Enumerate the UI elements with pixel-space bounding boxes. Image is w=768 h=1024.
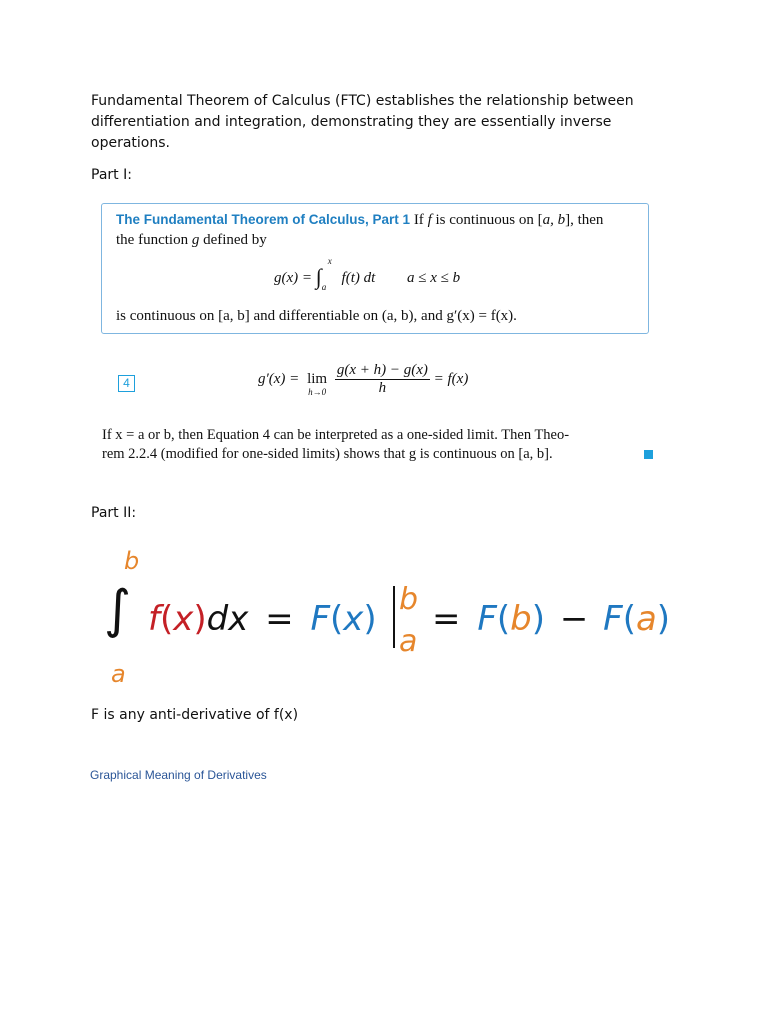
ftc-part-2-result (432, 599, 670, 639)
part-1-label: Part I: (91, 167, 132, 183)
theorem-text: the function (116, 232, 192, 248)
dx-symbol: dx (206, 599, 249, 639)
fraction-numerator: g(x + h) − g(x) (336, 362, 428, 378)
a-symbol: a (635, 599, 657, 639)
integral-lower-bound: a (111, 660, 126, 688)
theorem-condition: a ≤ x ≤ b (407, 270, 461, 286)
x-symbol: x (173, 599, 194, 639)
equation-4 (258, 362, 468, 397)
theorem-text: defined by (199, 232, 267, 248)
F-symbol: F (603, 599, 623, 639)
equals-sign: = (432, 599, 461, 639)
paren: ( (330, 599, 344, 639)
graphical-meaning-link[interactable]: Graphical Meaning of Derivatives (90, 768, 267, 782)
theorem-line-4: is continuous on [a, b] and differentiable on (a, b), and g′(x) = f(x). (116, 308, 517, 324)
limit (307, 371, 327, 397)
theorem-formula-lhs: g(x) = (274, 270, 316, 286)
theorem-text: If (413, 212, 428, 228)
theorem-text: is continuous on [ (431, 212, 543, 228)
end-of-proof-square (644, 450, 653, 459)
minus-sign: − (559, 599, 589, 639)
limit-word: lim (307, 370, 328, 387)
eq4-rhs: = f(x) (433, 370, 469, 387)
ftc-part-2-formula (148, 599, 377, 639)
fraction (335, 362, 430, 397)
integral-lower-limit: a (321, 282, 327, 292)
integral-sign: ∫ x a (315, 256, 332, 292)
b-symbol: b (510, 599, 532, 639)
note-line-2: rem 2.2.4 (modified for one-sided limits) shows that g is continuous on [a, b]. (102, 446, 553, 462)
fraction-denominator: h (378, 380, 387, 396)
limit-subscript: h→0 (308, 386, 327, 397)
bar-lower-bound: a (399, 624, 418, 659)
integrand: f(t) dt (341, 270, 376, 286)
eq4-lhs: g′(x) = (258, 370, 304, 387)
paren: ) (656, 599, 671, 639)
F-symbol: F (310, 599, 331, 639)
equation-number-badge: 4 (118, 375, 135, 392)
theorem-box (101, 203, 649, 334)
F-symbol: F (477, 599, 497, 639)
theorem-text: a, b (542, 212, 566, 228)
integral-upper-limit: x (327, 256, 332, 266)
paren: ( (159, 599, 174, 639)
paren: ( (496, 599, 511, 639)
paren: ( (622, 599, 636, 639)
note-line-1: If x = a or b, then Equation 4 can be interpreted as a one-sided limit. Then Theo- (102, 427, 570, 443)
integral-sign-large: ∫ (104, 580, 132, 640)
paren: ) (531, 599, 545, 639)
theorem-line-2 (116, 232, 267, 249)
equals-sign: = (265, 599, 294, 639)
theorem-text: ], then (565, 212, 604, 228)
evaluation-bar (393, 586, 395, 648)
f-symbol: f (148, 599, 160, 639)
x-symbol: x (343, 599, 364, 639)
intro-paragraph: Fundamental Theorem of Calculus (FTC) establishes the relationship between differentiation and integration, demonstrating they are essentially inverse operations. (91, 93, 634, 151)
paren: ) (193, 599, 207, 639)
theorem-formula (274, 256, 461, 292)
antiderivative-note: F is any anti-derivative of f(x) (91, 707, 299, 723)
theorem-text: f (427, 212, 432, 228)
part-2-label: Part II: (91, 505, 137, 521)
bar-upper-bound: b (399, 582, 419, 617)
theorem-line-1 (116, 212, 603, 229)
theorem-text: g (191, 232, 200, 248)
paren: ) (363, 599, 377, 639)
integral-upper-bound: b (124, 547, 140, 575)
note-paragraph (102, 426, 569, 464)
theorem-title: The Fundamental Theorem of Calculus, Part 1 (116, 212, 411, 227)
